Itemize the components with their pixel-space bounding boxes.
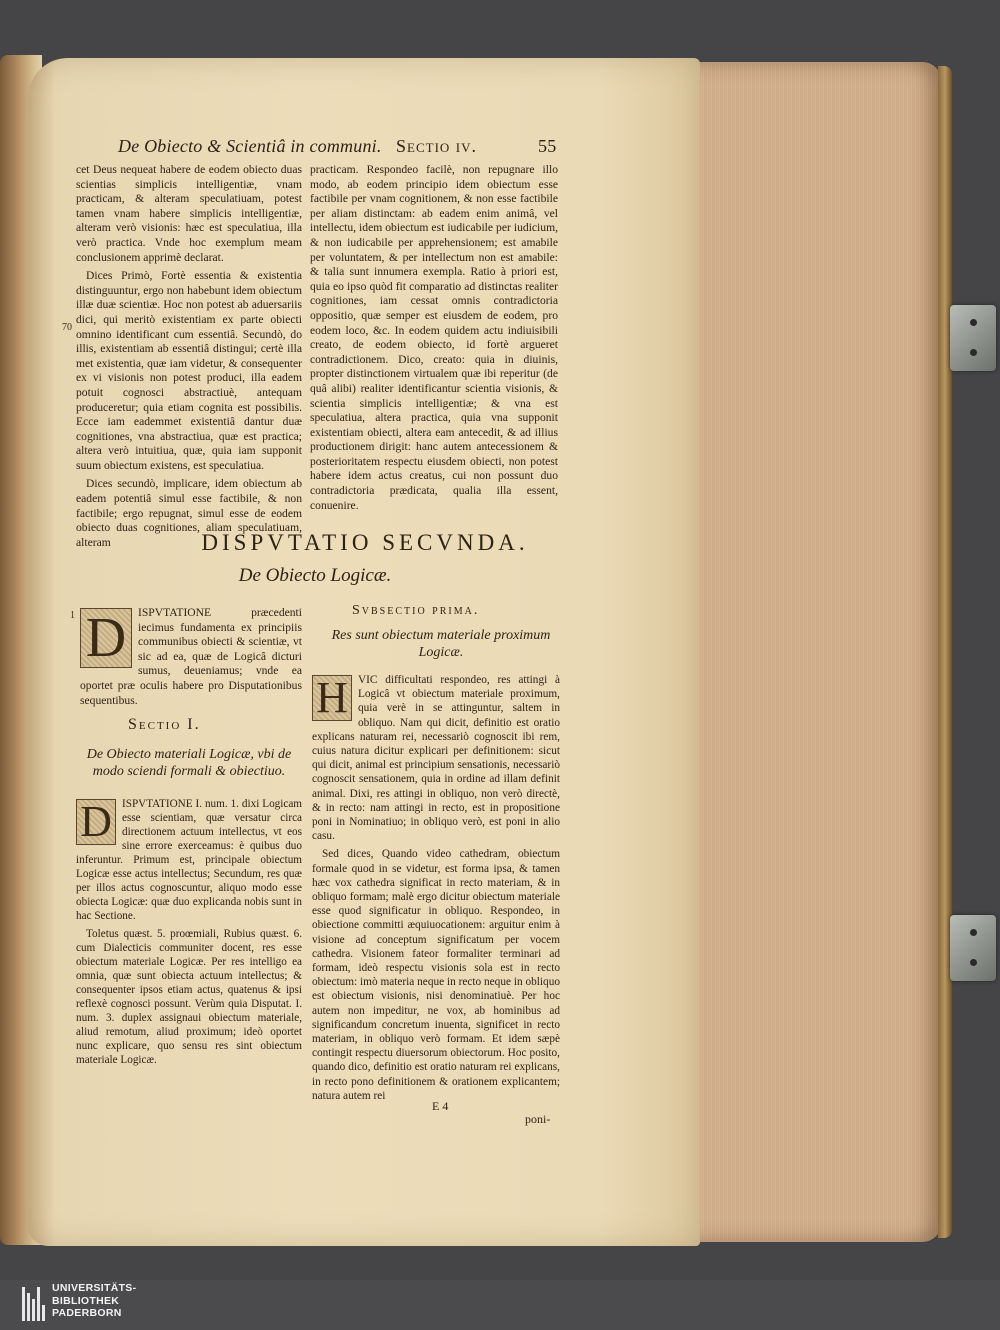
top-left-column [76, 163, 302, 554]
top-right-column [310, 163, 558, 517]
intro-marker: 1 [70, 610, 75, 621]
subsectio-subheading: Res sunt obiectum materiale proximum Logicæ. [331, 628, 551, 660]
dropcap-h-icon: H [312, 675, 352, 721]
sectio-heading: Sectio I. [128, 716, 201, 733]
paragraph: Dices secundò, implicare, idem obiectum ab eadem potentiâ simul esse factibile, & non factibile; ergo repugnat, simul esse de eodem obiecto duas cognitiones, aliam speculatiuam, alteram [76, 477, 302, 549]
paragraph: cet Deus nequeat habere de eodem obiecto duas scientias simplicis intelligentiæ, vnam practicam, & alteram speculatiuam, potest tamen vnam habere simplicis intelligentiæ, alteram verò visionis: hæc est speculatiua, illa verò practica. Vnde hoc exemplum meam conclusionem apprimè declarat. [76, 163, 302, 264]
signature-mark: E 4 [432, 1099, 449, 1113]
paragraph: practicam. Respondeo facilè, non repugnare illo modo, ab eodem principio idem obiectum esse factibile per vnam cognitionem, & non esse factibile per aliam distinctam: ab eadem enim animâ, vel intellectu, idem obiectum est iudicabile per iudicium, & non iudicabile per apprehensionem; est amabile per voluntatem, & per intellectum non est amabile: & talia sunt innumera exempla. Ratio à priori est, quia eo ipso quòd fit comparatio ad distinctas realiter cognitiones, iam cessat omnis contradictoria oppositio, quæ semper est eiusdem de eodem, pro eodem loco, &c. In eodem quidem actu indiuisibili creato, de eodem obiecto, id fortè argueret contradictionem. Dico, creato: quia in diuinis, propter distinctionem virtualem quæ ibi reperitur (de quâ alibi) realiter identificantur scientia visionis, & scientia simplicis intelligentiæ; & vna est speculatiua, altera practica, quia vna supponit existentiam obiecti, altera eam antecedit, & ad illius productionem dirigit: hanc autem antecessionem & posterioritatem respectu eiusdem obiecti, non potest habere idem actus creatus, cui non possunt duo contradictoria prædicata, qualia illa essent, conuenire. [310, 163, 558, 512]
subsectio-heading: Svbsectio prima. [352, 603, 480, 618]
paragraph: Toletus quæst. 5. proœmiali, Rubius quæst. 6. cum Dialecticis communiter docent, res esse obiectum materiale Logicæ. Per res intelligo ea omnia, quæ sunt obiecta actuum intellectus; & consequenter ipsos etiam actus, quatenus & ipsi reflexè cognosci possunt. Verùm quia Disputat. I. num. 3. duplex assignaui obiectum materiale, aliud remotum, aliud proximum; ideò oportet nunc explicare, quo sensu res sint obiectum materiale Logicæ. [76, 928, 302, 1066]
dropcap-d-icon: D [80, 608, 132, 668]
intro-text: ISPVTATIONE præcedenti iecimus fundamenta ex principiis communibus obiecti & scientiæ, vt sic ad ea, quæ de Logicâ dicturi sumus, deueniamus; vnde ea oportet præ oculis habere pro Disputationibus sequentibus. [80, 606, 302, 707]
library-logo-icon [22, 1287, 48, 1321]
sectio-subheading: De Obiecto materiali Logicæ, vbi de modo sciendi formali & obiectiuo. [86, 747, 292, 779]
paragraph: Dices Primò, Fortè essentia & existentia distinguuntur, ergo non habebunt idem obiectum illæ duæ scientiæ. Hoc non potest ab aduersariis dici, qui meritò existentiam ex parte obiecti omnino identificant cum essentiâ. Secundò, do illis, existentiam ab essentiâ distingui; certè illa met existentia, quæ iam videtur, & consequenter ex vi visionis non potest produci, illa eadem potuit cognosci abstractiuè, antequam produceretur; quia etiam cognita est possibilis. Ecce iam eademmet existentiâ dantur duæ cognitiones, vna abstractiua, quæ est practica; altera verò intuitiua, quæ, quia iam supponit suum obiectum existens, est speculatiua. [76, 269, 302, 472]
page-number: 55 [538, 136, 557, 156]
paragraph: Sed dices, Quando video cathedram, obiectum formale quod in se videtur, est forma ipsa, & tamen hæc vox cathedra significat in recto materiam, & in obliquo formam; malè ergo dicitur obiectum materiale esse quod significatur in obliquo. Respondeo, in obiectione committi æquiuocationem: arguitur enim à visione ad conceptum significatum per vocem cathedra. Visionem fateor formaliter terminari ad formam, ideò respectu visionis sola est in recto obiectum: imò materia neque in recto neque in obliquo est obiectum visionis, nisi denominatiuè. Per hoc autem non impeditur, ne vox, ab hominibus ad significandum concretum inuenta, significet in recto materiam, in obliquo verò formam. Et idem sæpè contingit respectu diuersorum obiectorum. Hoc posito, quando dico, definitio est oratio naturam rei explicans, in recto pono definitionem & orationem explicantem; natura autem rei [312, 848, 560, 1102]
disputatio-subtitle: De Obiecto Logicæ. [238, 565, 392, 586]
header-title: De Obiecto & Scientiâ in communi. [118, 136, 382, 156]
paragraph: H VIC difficultati respondeo, res attingi à Logicâ vt obiectum materiale proximum, quia verè in se attinguntur, saltem in obliquo. Nam qui dicit, definitio est oratio explicans naturam rei, necessariò cognoscit ibi rem, cuius natura dicitur explicari per definitionem: sicut qui dicit, animal est principium sensationis, necessariò cognoscit sensationem, quia in ordine ad illam definit animal. Dixi, res attingi in obliquo, non verò directè, & in recto: nam attingi in recto, est in propositione poni in Nominatiuo; in obliquo verò, est poni in alio casu. [312, 673, 560, 843]
intro-paragraph [80, 606, 302, 708]
clasp-bottom-icon [950, 915, 996, 981]
subsectio-body [312, 673, 560, 1107]
clasp-top-icon [950, 305, 996, 371]
library-logo-text: UNIVERSITÄTS- BIBLIOTHEK PADERBORN [52, 1282, 137, 1319]
footer-bar [0, 1280, 1000, 1330]
disputatio-title: DISPVTATIO SECVNDA. [201, 530, 529, 555]
dropcap-d-icon: D [76, 799, 116, 845]
sectio-body [76, 797, 302, 1071]
margin-number: 70 [62, 322, 72, 333]
catchword: poni- [525, 1112, 551, 1126]
header-section: Sectio iv. [396, 136, 477, 156]
fore-edge [690, 62, 942, 1242]
paragraph: D ISPVTATIONE I. num. 1. dixi Logicam esse scientiam, quæ versatur circa directionem actuum intellectus, vt eos sine errore exerceamus: è quibus duo inferuntur. Primum est, principale obiectum Logicæ esse actus intellectus; Secundum, res quæ per illos actus cognoscuntur, aliquo modo esse obiecta Logicæ: quæ duo explicanda nobis sunt in hac Sectione. [76, 797, 302, 922]
